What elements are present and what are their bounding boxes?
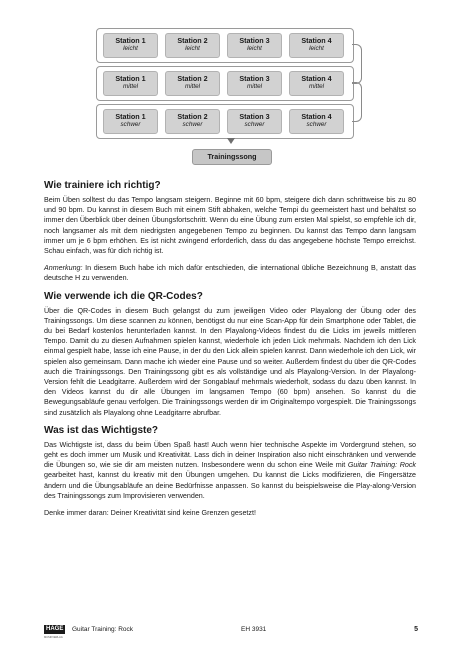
station-label: Station 3 (239, 74, 270, 83)
diagram-row-schwer (96, 104, 354, 139)
note-label: Anmerkung: (44, 264, 83, 273)
catalog-code: EH 3931 (241, 626, 267, 633)
paragraph: Über die QR-Codes in diesem Buch gelangst du zum jeweiligen Video oder Playalong der Übung oder des Trainingssongs. Um diese scannen zu können, benötigst du nur eine Scan-App für dein Smartphone oder Tablet, die du bei Bedarf kostenlos herunterladen kannst. In den Playalong-Videos findest du die Licks im jeweils mittleren Tempo. Damit du zu diesen Aufnahmen spielen kannst, wiederhole ich jeden Lick mehrmals. Nachdem ich den Lick einmal gespielt habe, lasse ich eine Pause, in der du den Lick allein spielen kannst. Dann wiederhole ich den Lick, wir spielen also gemeinsam. Dann mache ich wieder eine Pause und so weiter. Außerdem findest du über die QR-Codes auch die Trainingssongs. Den Trainingssong gibt es als vollständige und als Playalong-Version. In der Playalong-Version fehlt die Leadgitarre. Außerdem wird der Songablauf mehrmals wiederholt, sodass du dazu üben kannst. In den Videos kannst du dir alle Übungen im langsamen Tempo (60 bpm) ansehen. So kannst du die Bewegungsabläufe genau verfolgen. Die Trainingssongs werden dir im Originaltempo vorgespielt. Die Trainingssongs sind zusätzlich als Playalong ohne Leadgitarre abrufbar. (44, 306, 416, 417)
station-box (103, 71, 158, 96)
station-box (227, 33, 282, 58)
text-run: gearbeitet hast, kannst du kreativ mit den Übungen umgehen. Du kannst die Licks modifizieren, die Fingersätze ändern und die Übungsabläufe an deine Bedürfnisse anpassen. So kannst du beispielsweise die Play-along-Version des Trainingssongs zum Improvisieren verwenden. (44, 471, 416, 500)
book-title: Guitar Training: Rock (347, 461, 416, 470)
paragraph (44, 440, 416, 501)
diagram-row-mittel (96, 66, 354, 101)
level-label: schwer (182, 121, 203, 128)
station-box (289, 71, 344, 96)
page-footer (44, 625, 418, 639)
page-content (44, 180, 416, 518)
station-label: Station 2 (177, 74, 208, 83)
training-flow-diagram (96, 28, 366, 170)
note-paragraph (44, 263, 416, 283)
station-box (227, 71, 282, 96)
station-box (103, 33, 158, 58)
station-box (103, 109, 158, 134)
level-label: mittel (184, 83, 201, 90)
book-title-footer: Guitar Training: Rock (72, 626, 134, 633)
station-label: Station 3 (239, 112, 270, 121)
connector-line (352, 82, 362, 122)
station-box (227, 109, 282, 134)
section-heading: Wie verwende ich die QR-Codes? (44, 290, 203, 302)
paragraph: Beim Üben solltest du das Tempo langsam steigern. Beginne mit 60 bpm, steigere dich dann schrittweise bis zu 80 und 90 bpm. Du kannst in diesem Buch mit einem Stift abhaken, welche Tempi du geemeistert hast und behältst so immer den Überblick über deinen Übungsfortschritt. Wenn du eine Übung zum ersten Mal spielst, so empfehle ich dir, noch langsamer als mit dem niedrigsten angegebenen Tempo zu beginnen. Du kannst das Tempo dann langsam immer um je 6 bpm erhöhen. Es ist nicht zwingend erforderlich, dass du das angegebene höchste Tempo erreichst. Schau einfach, was für dich richtig ist. (44, 196, 416, 256)
station-box (165, 33, 220, 58)
station-label: Station 4 (301, 112, 332, 121)
connector-line (352, 44, 362, 84)
publisher-logo-sub: MUSIKVERLAG (44, 636, 63, 639)
level-label: mittel (246, 83, 263, 90)
text-run: Das Wichtigste ist, dass du beim Üben Spaß hast! Auch wenn hier technische Aspekte im Vordergrund stehen, so geht es doch immer um Musik und Kreativität. Lass dich in deiner Inspiration also nicht einschränken und verwende die Übungen so, wie sie dir am meisten nutzen. Insbesondere wenn du schon eine Weile mit (44, 440, 416, 470)
diagram-row-leicht (96, 28, 354, 63)
station-box (289, 33, 344, 58)
level-label: mittel (122, 83, 139, 90)
station-label: Station 4 (301, 74, 332, 83)
station-label: Station 1 (115, 36, 146, 45)
level-label: mittel (308, 83, 325, 90)
level-label: leicht (247, 45, 262, 52)
station-box (165, 109, 220, 134)
level-label: leicht (123, 45, 138, 52)
page-number: 5 (414, 626, 418, 633)
station-label: Station 1 (115, 112, 146, 121)
section-heading: Wie trainiere ich richtig? (44, 180, 161, 191)
trainingssong-box: Trainingssong (192, 149, 272, 165)
station-box (165, 71, 220, 96)
station-box (289, 109, 344, 134)
station-label: Station 2 (177, 112, 208, 121)
level-label: leicht (185, 45, 200, 52)
closing-line: Denke immer daran: Deiner Kreativität sind keine Grenzen gesetzt! (44, 509, 256, 518)
level-label: schwer (244, 121, 265, 128)
station-label: Station 3 (239, 36, 270, 45)
note-text: In diesem Buch habe ich mich dafür entschieden, die international übliche Bezeichnung B, anstatt das deutsche H zu verwenden. (44, 264, 416, 283)
section-heading: Was ist das Wichtigste? (44, 424, 159, 436)
down-arrow-icon (227, 138, 235, 144)
station-label: Station 4 (301, 36, 332, 45)
station-label: Station 1 (115, 74, 146, 83)
level-label: leicht (309, 45, 324, 52)
level-label: schwer (120, 121, 141, 128)
level-label: schwer (306, 121, 327, 128)
station-label: Station 2 (177, 36, 208, 45)
publisher-logo: HAGE (46, 626, 64, 632)
